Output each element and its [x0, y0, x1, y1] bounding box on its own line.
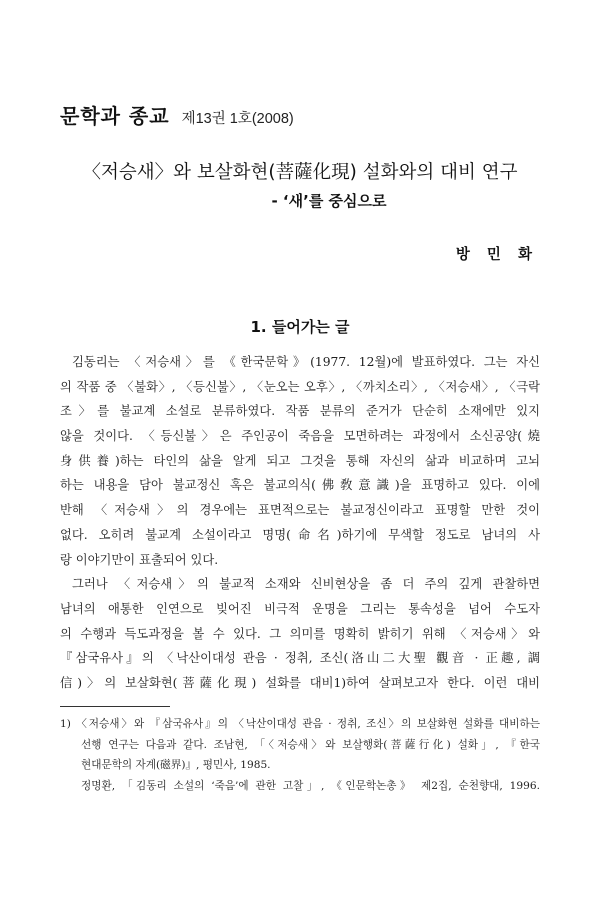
body-line: 김동리는 〈저승새〉를 《한국문학》(1977. 12월)에 발표하였다. 그는 자신 — [72, 355, 540, 369]
body-line: 없다. 오히려 불교계 소설이라고 명명(命名)하기에 무색할 정도로 남녀의 사 — [60, 527, 540, 542]
section-heading: 1. 들어가는 글 — [250, 318, 350, 336]
body-text — [60, 350, 540, 696]
article-subtitle: - ‘새’를 중심으로 — [271, 192, 387, 210]
running-head — [60, 100, 294, 128]
body-line: 랑 이야기만이 표출되어 있다. — [60, 552, 219, 567]
footnotes — [60, 714, 540, 796]
footnote-line: 선행 연구는 다음과 같다. 조남현, 「〈저승새〉와 보살행화(菩薩行化) 설화」, 『한국 — [81, 738, 540, 751]
body-line: 조〉를 불교계 소설로 분류하였다. 작품 분류의 준거가 단순히 소재에만 있지 — [60, 404, 540, 419]
article-title: 〈저승새〉와 보살화현(菩薩化現) 설화와의 대비 연구 — [82, 162, 518, 183]
footnote-line: 정명환, 「김동리 소설의 ‘죽음’에 관한 고찰」, 《인문학논총》 제2집, 순천향대, 1996. — [81, 779, 540, 792]
body-line: 남녀의 애통한 인연으로 빚어진 비극적 운명을 그리는 통속성을 넘어 수도자 — [60, 601, 540, 616]
footnote-line: 현대문학의 자계(磁界)』, 평민사, 1985. — [81, 759, 271, 771]
body-line: 의 작품 중 〈불화〉, 〈등신불〉, 〈눈오는 오후〉, 〈까치소리〉, 〈저승새〉, 〈극락 — [60, 379, 540, 394]
body-line: 의 수행과 득도과정을 볼 수 있다. 그 의미를 명확히 밝히기 위해 〈저승새〉와 — [60, 626, 540, 641]
journal-logo: 문학과 종교 — [60, 104, 170, 128]
body-line: 身供養)하는 타인의 삶을 알게 되고 그것을 통해 자신의 삶과 비교하며 고뇌 — [60, 453, 540, 468]
body-line: 않을 것이다. 〈등신불〉은 주인공이 죽음을 모면하려는 과정에서 소신공양(燒 — [60, 429, 540, 444]
body-line: 『삼국유사』의 〈낙산이대성 관음 · 정취, 조신(洛山二大聖 觀音 · 正趣, 調 — [60, 651, 540, 666]
body-line: 그러나 〈저승새〉의 불교적 소재와 신비현상을 좀 더 주의 깊게 관찰하면 — [72, 577, 540, 592]
body-line: 반해 〈저승새〉의 경우에는 표면적으로는 불교정신이라고 표명할 만한 것이 — [60, 503, 540, 518]
footnote-divider — [60, 706, 170, 707]
body-line: 信)〉의 보살화현(菩薩化現) 설화를 대비1)하여 살펴보고자 한다. 이런 대비 — [60, 675, 540, 690]
issue-info: 제13권 1호(2008) — [181, 111, 294, 127]
body-line: 하는 내용을 담아 불교정신 혹은 불교의식(佛敎意識)을 표명하고 있다. 이에 — [60, 478, 540, 493]
footnote-line: 1) 〈저승새〉와 『삼국유사』의 〈낙산이대성 관음 · 정취, 조신〉의 보살화현 설화를 대비하는 — [60, 718, 540, 730]
author-name: 방 민 화 — [455, 247, 538, 263]
